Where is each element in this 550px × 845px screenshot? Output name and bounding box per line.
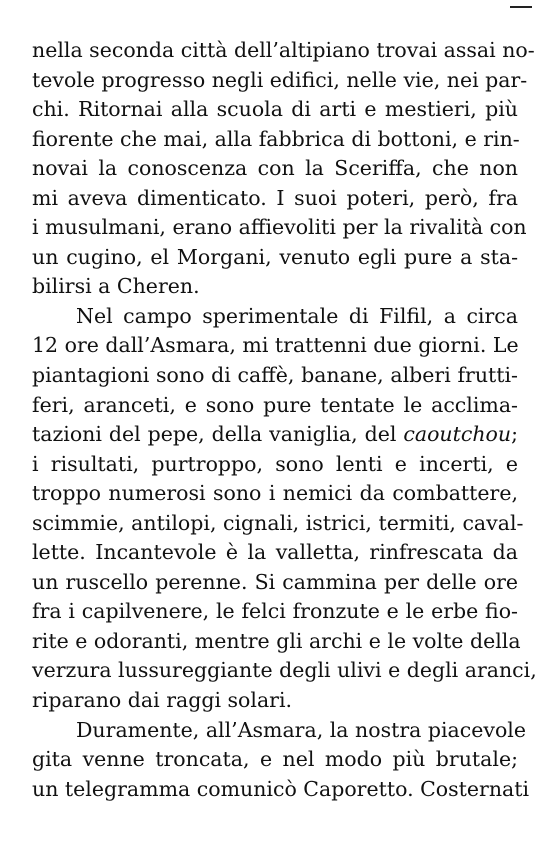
text-line: un telegramma comunicò Caporetto. Costernati	[32, 776, 530, 801]
text-line: riparano dai raggi solari.	[32, 688, 293, 713]
paragraph-1	[32, 36, 535, 302]
text-segment: tazioni del pepe, della vaniglia, del	[32, 422, 404, 447]
text-line: gita venne troncata, e nel modo più brutale;	[32, 747, 518, 772]
text-line: i risultati, purtroppo, sono lenti e incerti, e	[32, 451, 518, 476]
page-corner-mark	[510, 0, 532, 8]
text-line: Duramente, all’Asmara, la nostra piacevole	[76, 717, 526, 742]
text-line: verzura lussureggiante degli ulivi e degli aranci,	[32, 658, 537, 683]
text-line: chi. Ritornai alla scuola di arti e mestieri, più	[32, 97, 518, 122]
text-line: un ruscello perenne. Si cammina per delle ore	[32, 569, 518, 594]
text-line: i musulmani, erano affievoliti per la rivalità con	[32, 215, 527, 240]
paragraph-2	[32, 302, 537, 716]
text-line: feri, aranceti, e sono pure tentate le acclima-	[32, 392, 518, 417]
italic-word: caoutchou	[403, 422, 512, 447]
text-line: un cugino, el Morgani, venuto egli pure a sta-	[32, 244, 518, 269]
body-text	[32, 36, 537, 804]
text-line: Nel campo sperimentale di Filfil, a circa	[76, 303, 518, 328]
text-line-with-italic	[32, 420, 518, 450]
text-line: lette. Incantevole è la valletta, rinfrescata da	[32, 540, 518, 565]
text-line: rite e odoranti, mentre gli archi e le volte della	[32, 628, 521, 653]
text-line: 12 ore dall’Asmara, mi trattenni due giorni. Le	[32, 333, 519, 358]
text-line: novai la conoscenza con la Sceriffa, che non	[32, 156, 518, 181]
text-line: fra i capilvenere, le felci fronzute e le erbe fio-	[32, 599, 518, 624]
paragraph-3	[32, 716, 530, 805]
text-line: bilirsi a Cheren.	[32, 274, 200, 299]
text-segment: ;	[511, 422, 518, 447]
text-line: fiorente che mai, alla fabbrica di bottoni, e rin-	[32, 126, 520, 151]
text-line: troppo numerosi sono i nemici da combattere,	[32, 481, 518, 506]
text-line: scimmie, antilopi, cignali, istrici, termiti, caval-	[32, 510, 524, 535]
text-line: tevole progresso negli edifici, nelle vie, nei par-	[32, 67, 528, 92]
text-line: piantagioni sono di caffè, banane, alberi frutti-	[32, 363, 518, 388]
text-line: mi aveva dimenticato. I suoi poteri, però, fra	[32, 185, 518, 210]
text-line: nella seconda città dell’altipiano trovai assai no-	[32, 38, 535, 62]
